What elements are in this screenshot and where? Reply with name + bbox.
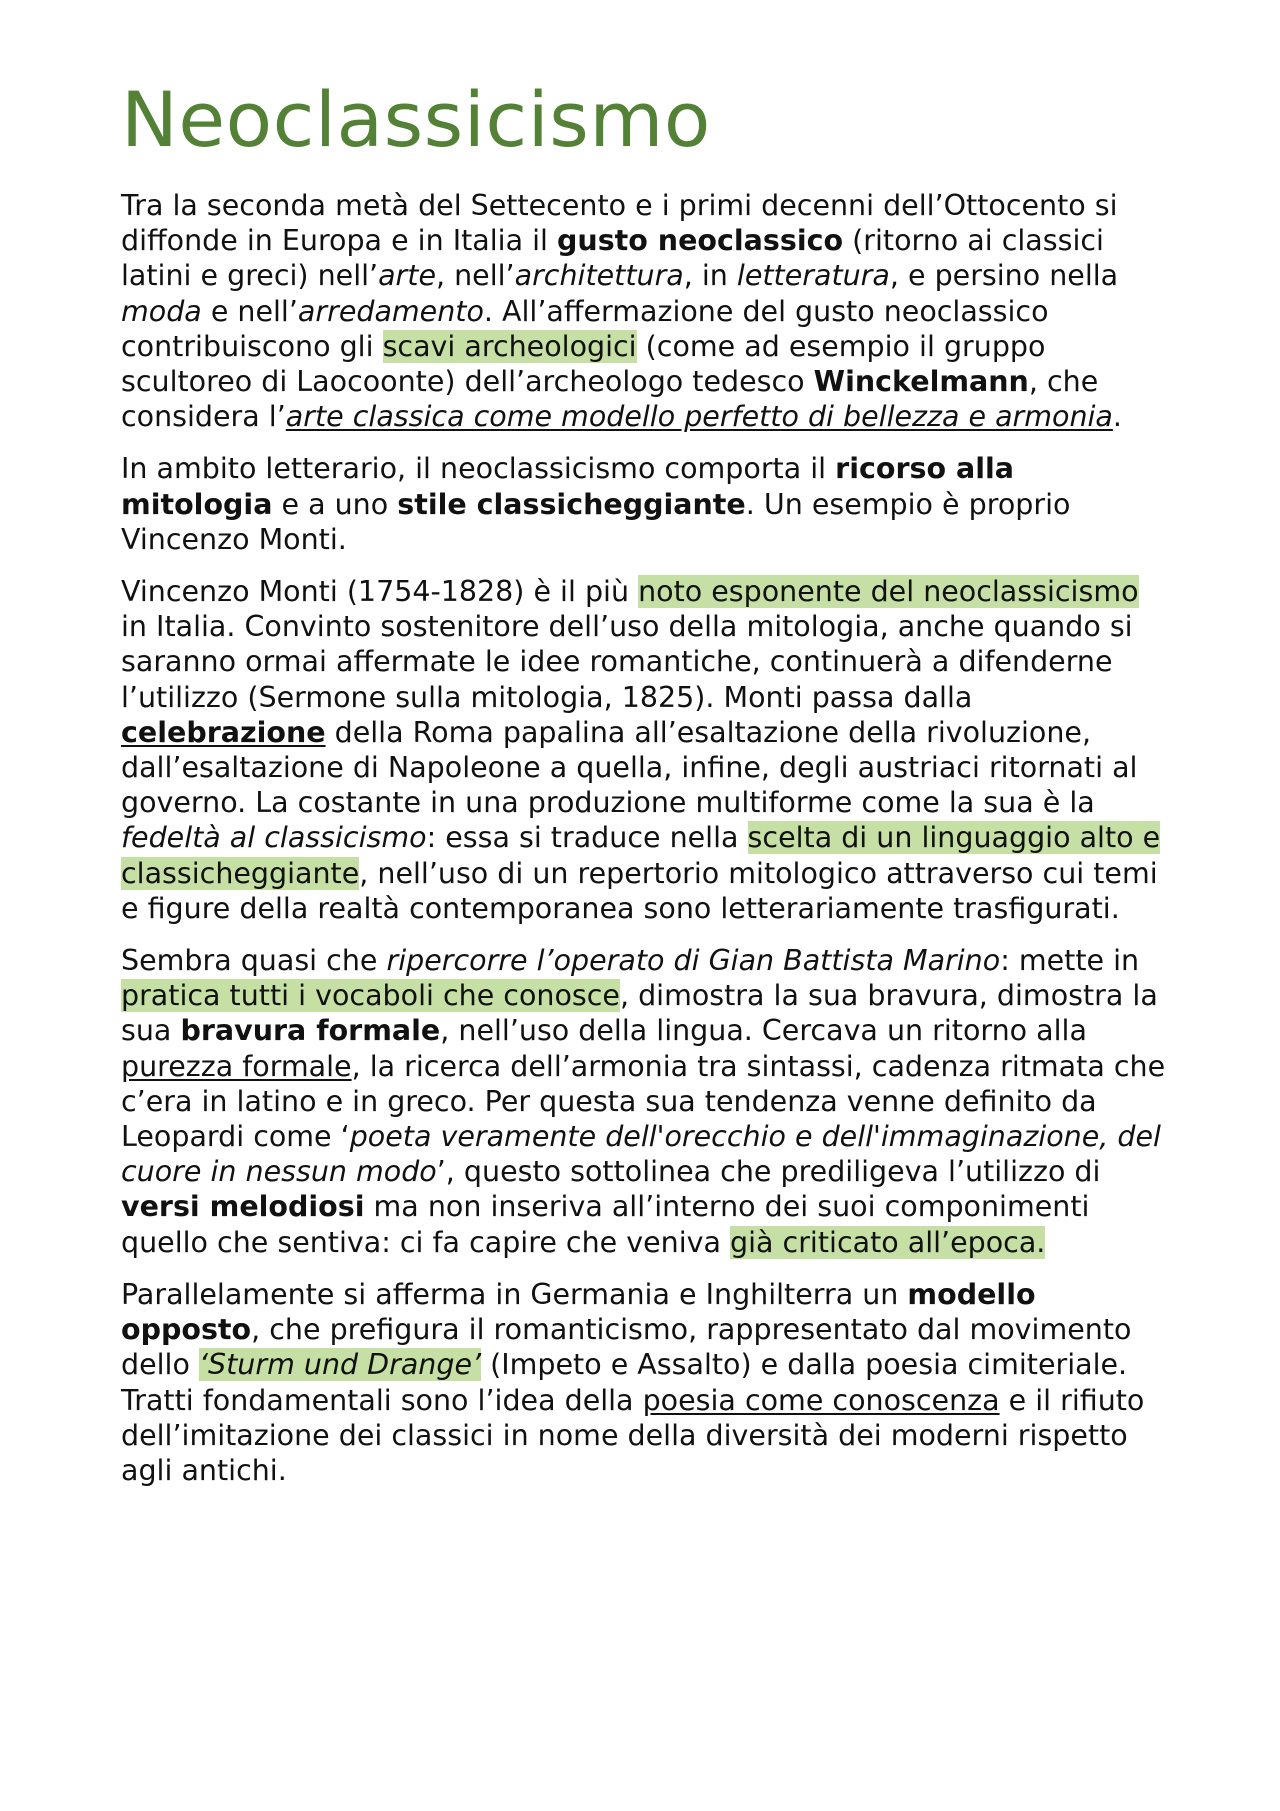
text: , nell’uso della lingua. Cercava un ritorno alla: [440, 1014, 1087, 1048]
bold-text: ricorso alla mitologia: [121, 452, 1014, 521]
italic-text: arredamento: [297, 294, 484, 328]
text: in Italia. Convinto sostenitore dell’uso della mitologia, anche quando si saranno ormai affermate le idee romantiche, continuerà a difenderne l’utilizzo (Sermone sulla mitologia, 1825). Monti passa dalla: [121, 610, 1133, 714]
italic-text: ripercorre l’operato di Gian Battista Marino: [386, 944, 1001, 978]
text: Tra la seconda metà del Settecento e i primi decenni dell’Ottocento si diffonde in Europa e in Italia il: [121, 189, 1118, 258]
highlighted-text: scelta di un linguaggio alto e classicheggiante: [121, 821, 1161, 890]
text: , e persino nella: [889, 259, 1119, 293]
bold-text: modello opposto: [121, 1277, 1036, 1347]
document-page: [121, 70, 1171, 1505]
paragraph-intro: [121, 188, 1171, 434]
italic-text: arte: [378, 259, 436, 293]
text: . Un esempio è proprio Vincenzo Monti.: [121, 487, 1071, 556]
bold-text: gusto neoclassico: [557, 224, 844, 258]
highlighted-text: già criticato all’epoca.: [730, 1225, 1046, 1259]
underlined-italic-text: arte classica come modello perfetto di bellezza e armonia: [285, 400, 1113, 434]
text: , nell’: [435, 259, 515, 293]
text: . All’affermazione del gusto neoclassico contribuiscono gli: [121, 294, 1049, 363]
paragraph-monti: [121, 574, 1171, 926]
underlined-text: purezza formale: [121, 1049, 352, 1083]
text: , dimostra la sua bravura, dimostra la sua: [121, 979, 1158, 1048]
bold-text: stile classicheggiante: [397, 487, 746, 521]
text: Sembra quasi che: [121, 944, 387, 978]
text: : essa si traduce nella: [426, 821, 748, 855]
highlighted-text: scavi archeologici: [382, 329, 637, 363]
highlighted-italic-text: ‘Sturm und Drange’: [198, 1348, 482, 1382]
text: (Impeto e Assalto) e dalla poesia cimiteriale. Tratti fondamentali sono l’idea della: [121, 1348, 1128, 1417]
bold-text: bravura formale: [180, 1014, 441, 1048]
text: ma non inseriva all’interno dei suoi componimenti quello che sentiva: ci fa capire che veniva: [121, 1190, 1090, 1259]
highlighted-text: pratica tutti i vocaboli che conosce: [121, 979, 620, 1013]
paragraph-sturm: [121, 1277, 1171, 1488]
italic-quote: poeta veramente dell'orecchio e dell'immaginazione, del cuore in nessun modo: [121, 1120, 1161, 1189]
underlined-bold-text: celebrazione: [121, 715, 326, 749]
bold-text: versi melodiosi: [121, 1190, 365, 1224]
italic-text: fedeltà al classicismo: [121, 821, 427, 855]
text: : mette in: [1000, 944, 1140, 978]
paragraph-marino: [121, 943, 1171, 1260]
bold-text: Winckelmann: [813, 365, 1029, 399]
text: e il rifiuto dell’imitazione dei classici in nome della diversità dei moderni rispetto agli antichi.: [121, 1383, 1145, 1487]
italic-text: moda: [121, 294, 202, 328]
text: (come ad esempio il gruppo scultoreo di Laocoonte) dell’archeologo tedesco: [121, 329, 1046, 399]
text: e nell’: [201, 294, 298, 328]
paragraph-literary: [121, 451, 1171, 557]
text: (ritorno ai classici latini e greci) nell’: [121, 224, 1104, 293]
text: , nell’uso di un repertorio mitologico attraverso cui temi e figure della realtà contemporanea sono letterariamente trasfigurati.: [121, 856, 1158, 925]
page-title: Neoclassicismo: [121, 75, 711, 164]
text: , che prefigura il romanticismo, rappresentato dal movimento dello: [121, 1313, 1132, 1382]
italic-text: architettura: [514, 259, 684, 293]
highlighted-text: noto esponente del neoclassicismo: [638, 575, 1139, 609]
text: .: [1112, 400, 1122, 434]
text: , che considera l’: [121, 365, 1099, 434]
text: ’, questo sottolinea che prediligeva l’utilizzo di: [436, 1155, 1101, 1189]
text: e a uno: [272, 487, 398, 521]
text: In ambito letterario, il neoclassicismo comporta il: [121, 452, 836, 486]
text: Vincenzo Monti (1754-1828) è il più: [121, 575, 639, 609]
text: Parallelamente si afferma in Germania e Inghilterra un: [121, 1277, 908, 1311]
underlined-text: poesia come conoscenza: [642, 1383, 1000, 1417]
text: della Roma papalina all’esaltazione della rivoluzione, dall’esaltazione di Napoleone a quella, infine, degli austriaci ritornati al governo. La costante in una produzione multiforme come la sua è la: [121, 715, 1138, 820]
italic-text: letteratura: [736, 259, 890, 293]
text: , la ricerca dell’armonia tra sintassi, cadenza ritmata che c’era in latino e in greco. Per questa sua tendenza venne definito da Leopardi come ‘: [121, 1049, 1166, 1154]
text: , in: [683, 259, 737, 293]
